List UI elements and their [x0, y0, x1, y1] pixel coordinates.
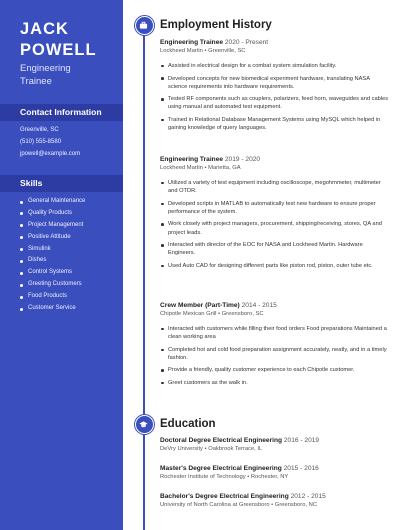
employment-section-marker [135, 16, 154, 35]
job-dates: 2019 - 2020 [224, 156, 261, 163]
job-employer: Lockheed Martin [160, 48, 203, 54]
job-bullet: Interacted with director of the EOC for NASA and Lockheed Martin. Hardware Engineers. [160, 241, 390, 257]
job-bullet: Developed concepts for new biomedical experiment hardware, translating NASA science requirements into hardware requirements. [160, 75, 390, 91]
last-name: POWELL [20, 41, 97, 59]
job-bullet: Work closely with project managers, procurement, shipping/receiving, stores, QA and project leads. [160, 220, 390, 236]
job-title-line-2: Trainee [20, 75, 52, 87]
job-bullet: Greet customers as the walk in. [160, 379, 390, 387]
candidate-name [20, 19, 97, 61]
job-employer: Lockheed Martin [160, 165, 203, 171]
edu-dates: 2012 - 2015 [290, 493, 326, 500]
skill-item: Quality Products [20, 208, 85, 220]
job-entry: Crew Member (Part-Time) 2014 - 2015 Chipotle Mexican Grill • Greensboro, SC Interacted with customers while filling their food orders Food preparations Maintained a clean working area Completed hot and cold food preparation assignment accurately, neatly, and in a timely fashion. Provide a friendly, quality customer experience to each Chipotle customer. Greet customers as the walk in. [160, 301, 390, 391]
skill-item: Greeting Customers [20, 279, 85, 291]
edu-school: Rochester Institute of Technology [160, 474, 246, 480]
education-heading: Education [160, 418, 216, 430]
job-bullets [160, 62, 390, 132]
job-entry: Engineering Trainee 2020 - Present Lockheed Martin • Greenville, SC Assisted in electrical design for a combat system simulation facility. Developed concepts for new biomedical experiment hardware, translating NASA science requirements into hardware requirements. Tested RF components such as couplers, polarizers, feed horn, waveguides and cables using manual and automated test equipment. Trained in Relational Database Management Systems using MySQL which helped in gaining knowledge of query languages. [160, 39, 389, 132]
education-entry: Bachelor's Degree Electrical Engineering 2012 - 2015 University of North Carolina at Greensboro • Greensboro, NC [160, 493, 326, 508]
graduation-cap-icon [139, 420, 148, 429]
skill-item: Positive Attitude [20, 232, 85, 244]
contact-heading: Contact Information [0, 104, 123, 121]
job-bullets [160, 179, 390, 270]
briefcase-icon [139, 21, 148, 30]
job-bullet: Developed scripts in MATLAB to automatically test new hardware to ensure proper performance of the system. [160, 200, 390, 216]
job-location: Greensboro, SC [221, 311, 264, 317]
education-entry: Doctoral Degree Electrical Engineering 2016 - 2019 DeVry University • Oakbrook Terrace, IL [160, 437, 320, 452]
edu-degree: Bachelor's Degree Electrical Engineering [160, 493, 289, 500]
job-bullet: Tested RF components such as couplers, polarizers, feed horn, waveguides and cables using manual and automated test equipment. [160, 95, 390, 111]
edu-location: Oakbrook Terrace, IL [208, 446, 263, 452]
job-title [20, 63, 71, 88]
edu-degree: Doctoral Degree Electrical Engineering [160, 437, 283, 444]
job-bullet: Assisted in electrical design for a combat system simulation facility. [160, 62, 390, 70]
edu-school: DeVry University [160, 446, 203, 452]
edu-location: Greensboro, NC [274, 502, 318, 508]
education-section-marker [135, 415, 154, 434]
skill-item: Dishes [20, 255, 85, 267]
skill-item: Control Systems [20, 267, 85, 279]
job-bullets [160, 325, 390, 387]
edu-school: University of North Carolina at Greensboro [160, 502, 270, 508]
job-bullet: Completed hot and cold food preparation assignment accurately, neatly, and in a timely fashion. [160, 346, 390, 362]
sidebar [0, 0, 123, 530]
skill-item: Food Products [20, 291, 85, 303]
job-entry: Engineering Trainee 2019 - 2020 Lockheed Martin • Marietta, GA Utilized a variety of test equipment including oscilloscope, megohmmeter, multimeter and OTDR. Developed scripts in MATLAB to automatically test new hardware to ensure proper performance of the system. Work closely with project managers, procurement, shipping/receiving, stores, QA and project leads. Interacted with director of the EOC for NASA and Lockheed Martin. Hardware Engineers. Used Auto CAD for designing different parts like piston rod, piston, outer tube etc. [160, 155, 390, 274]
employment-heading: Employment History [160, 19, 272, 31]
job-bullet: Provide a friendly, quality customer experience to each Chipotle customer. [160, 366, 390, 374]
edu-dates: 2016 - 2019 [283, 437, 320, 444]
skill-item: Project Management [20, 220, 85, 232]
job-role: Engineering Trainee [160, 156, 224, 163]
timeline-line [143, 32, 145, 530]
job-location: Greenville, SC [208, 48, 246, 54]
skill-item: Simulink [20, 244, 85, 256]
edu-degree: Master's Degree Electrical Engineering [160, 465, 282, 472]
contact-location: Greenville, SC [20, 127, 59, 133]
job-dates: 2014 - 2015 [241, 302, 277, 309]
skills-list [20, 196, 85, 315]
job-dates: 2020 - Present [224, 39, 269, 46]
job-bullet: Utilized a variety of test equipment including oscilloscope, megohmmeter, multimeter and OTDR. [160, 179, 390, 195]
job-role: Crew Member (Part-Time) [160, 302, 240, 309]
edu-dates: 2015 - 2016 [283, 465, 319, 472]
job-bullet: Interacted with customers while filling their food orders Food preparations Maintained a clean working area [160, 325, 390, 341]
first-name: JACK [20, 20, 69, 38]
contact-phone: (510) 555-8580 [20, 139, 62, 145]
skills-heading: Skills [0, 175, 123, 192]
job-bullet: Used Auto CAD for designing different parts like piston rod, piston, outer tube etc. [160, 262, 390, 270]
contact-email: jpowell@example.com [20, 151, 81, 157]
job-location: Marietta, GA [208, 165, 241, 171]
job-bullet: Trained in Relational Database Management Systems using MySQL which helped in gaining knowledge of query languages. [160, 116, 390, 132]
job-employer: Chipotle Mexican Grill [160, 311, 217, 317]
job-role: Engineering Trainee [160, 39, 224, 46]
edu-location: Rochester, NY [250, 474, 289, 480]
job-title-line-1: Engineering [20, 63, 71, 74]
skill-item: Customer Service [20, 303, 85, 315]
skill-item: General Maintenance [20, 196, 85, 208]
education-entry: Master's Degree Electrical Engineering 2015 - 2016 Rochester Institute of Technology • Rochester, NY [160, 465, 319, 480]
